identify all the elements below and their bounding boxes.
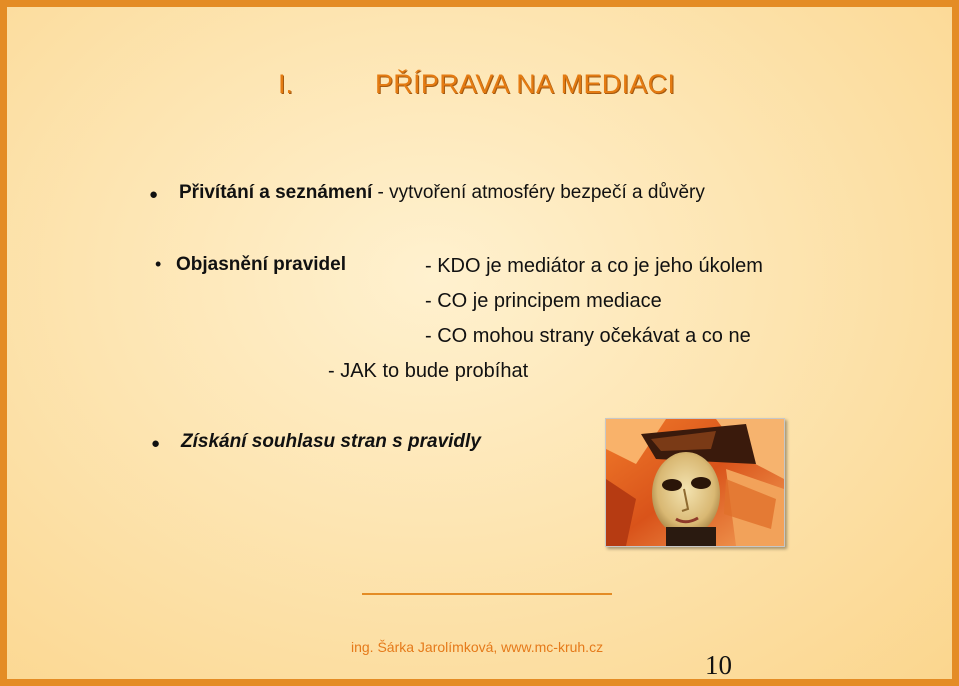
bullet-dot: • (155, 254, 162, 274)
page-number: 10 (705, 650, 732, 680)
carnival-mask-image (606, 419, 784, 546)
footer-divider (362, 593, 612, 595)
carnival-mask-photo (605, 418, 785, 547)
bullet-rules: Objasnění pravidel (176, 254, 346, 275)
bullet-welcome-rest: - vytvoření atmosféry bezpečí a důvěry (372, 182, 705, 203)
title-text: PŘÍPRAVA NA MEDIACI (375, 69, 676, 99)
rules-item-1: - KDO je mediátor a co je jeho úkolem (425, 255, 763, 277)
title-number: I. (278, 69, 294, 99)
bullet-dot: ● (149, 186, 159, 203)
bullet-welcome (179, 182, 705, 204)
bullet-dot: ● (151, 435, 161, 452)
rules-item-3: - CO mohou strany očekávat a co ne (425, 325, 751, 347)
bullet-consent: Získání souhlasu stran s pravidly (181, 431, 481, 452)
rules-item-4: - JAK to bude probíhat (328, 360, 529, 382)
footer-credit: ing. Šárka Jarolímková, www.mc-kruh.cz (351, 639, 604, 655)
bullet-welcome-bold: Přivítání a seznámení (179, 182, 373, 203)
rules-item-2: - CO je principem mediace (425, 290, 662, 312)
